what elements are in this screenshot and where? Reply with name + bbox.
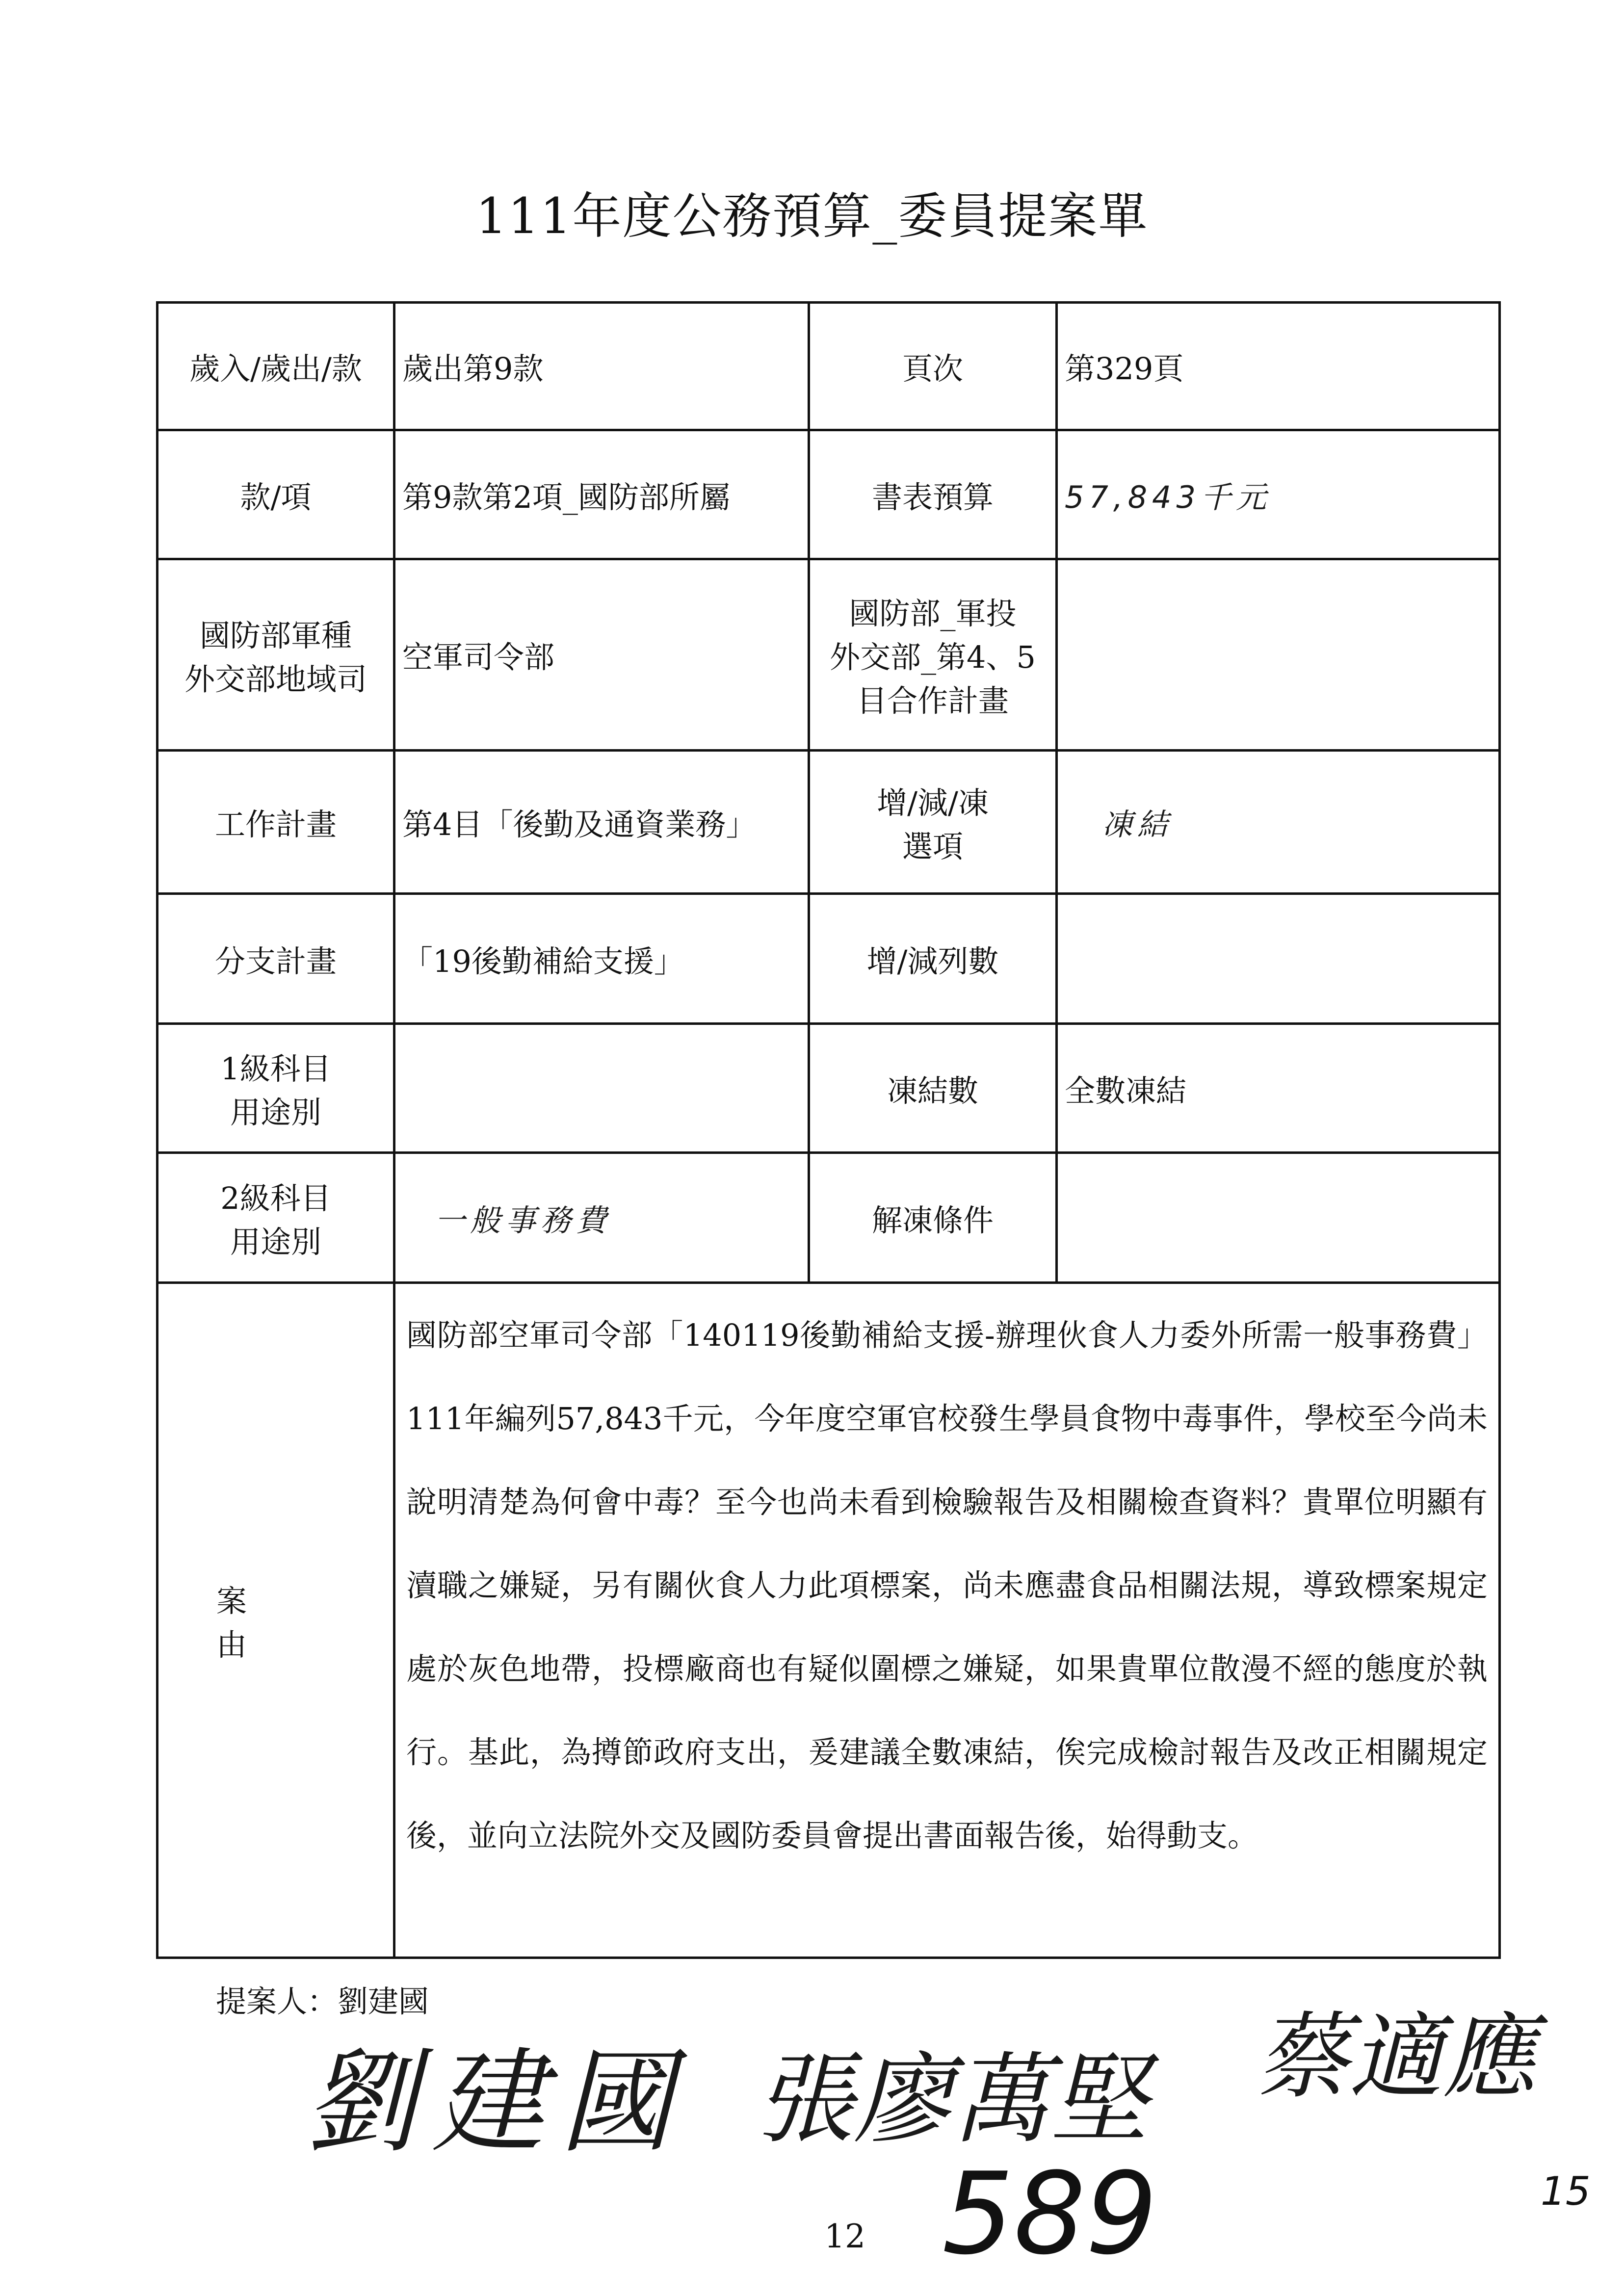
value-fiscal-type: 歲出第9款 xyxy=(394,303,809,430)
proposal-form-table xyxy=(156,301,1501,1959)
form-row-level2 xyxy=(157,1153,1500,1283)
label-military-branch: 國防部軍種 外交部地域司 xyxy=(157,559,394,751)
label-page: 頁次 xyxy=(809,303,1057,430)
form-row-unit xyxy=(157,559,1500,751)
value-level1-account xyxy=(394,1024,809,1153)
value-cooperation-plan xyxy=(1057,559,1500,751)
label-cooperation-plan: 國防部_軍投 外交部_第4、5 目合作計畫 xyxy=(809,559,1057,751)
label-freeze-amount: 凍結數 xyxy=(809,1024,1057,1153)
label-reason: 案由 xyxy=(157,1283,394,1958)
page-number: 12 xyxy=(824,2218,865,2255)
form-row-level1 xyxy=(157,1024,1500,1153)
value-item: 第9款第2項_國防部所屬 xyxy=(394,430,809,559)
label-unfreeze-condition: 解凍條件 xyxy=(809,1153,1057,1283)
form-row-work-plan xyxy=(157,751,1500,894)
proposer-label: 提案人： xyxy=(216,1983,338,2019)
value-budget-handwritten: 57,843千元 xyxy=(1057,430,1500,559)
handwritten-signature-3: 蔡適應 xyxy=(1256,2003,1536,2111)
handwritten-signature-2: 張廖萬堅 xyxy=(756,2043,1149,2157)
form-row-item xyxy=(157,430,1500,559)
proposer-name: 劉建國 xyxy=(338,1983,429,2019)
label-adjust-amount: 增/減列數 xyxy=(809,894,1057,1024)
value-branch-plan: 「19後勤補給支援」 xyxy=(394,894,809,1024)
label-work-plan: 工作計畫 xyxy=(157,751,394,894)
label-fiscal-type: 歲入/歲出/款 xyxy=(157,303,394,430)
page-title: 111年度公務預算_委員提案單 xyxy=(475,187,1149,245)
value-unfreeze-condition xyxy=(1057,1153,1500,1283)
value-level2-account-handwritten: 一般事務費 xyxy=(394,1153,809,1283)
form-row-fiscal xyxy=(157,303,1500,430)
reason-text: 國防部空軍司令部「140119後勤補給支援-辦理伙食人力委外所需一般事務費」111年編列57,843千元，今年度空軍官校發生學員食物中毒事件，學校至今尚未說明清楚為何會中毒？至今也尚未看到檢驗報告及相關檢查資料？貴單位明顯有瀆職之嫌疑，另有關伙食人力此項標案，尚未應盡食品相關法規，導致標案規定處於灰色地帶，投標廠商也有疑似圍標之嫌疑，如果貴單位散漫不經的態度於執行。基此，為撙節政府支出，爰建議全數凍結，俟完成檢討報告及改正相關規定後，並向立法院外交及國防委員會提出書面報告後，始得動支。 xyxy=(406,1317,1488,1853)
label-budget: 書表預算 xyxy=(809,430,1057,559)
corner-handwritten-mark: 15 xyxy=(1541,2168,1591,2214)
label-branch-plan: 分支計畫 xyxy=(157,894,394,1024)
label-item: 款/項 xyxy=(157,430,394,559)
handwritten-signature-1: 劉建國 xyxy=(304,2037,687,2168)
handwritten-proposal-number: 589 xyxy=(942,2149,1157,2280)
reason-cell xyxy=(394,1283,1500,1958)
value-adjust-amount xyxy=(1057,894,1500,1024)
form-row-reason xyxy=(157,1283,1500,1958)
value-military-branch: 空軍司令部 xyxy=(394,559,809,751)
label-level1-account: 1級科目 用途別 xyxy=(157,1024,394,1153)
label-action-option: 增/減/凍 選項 xyxy=(809,751,1057,894)
value-freeze-amount: 全數凍結 xyxy=(1057,1024,1500,1153)
value-work-plan: 第4目「後勤及通資業務」 xyxy=(394,751,809,894)
form-row-branch-plan xyxy=(157,894,1500,1024)
value-action-option-handwritten: 凍結 xyxy=(1057,751,1500,894)
value-page: 第329頁 xyxy=(1057,303,1500,430)
label-level2-account: 2級科目 用途別 xyxy=(157,1153,394,1283)
